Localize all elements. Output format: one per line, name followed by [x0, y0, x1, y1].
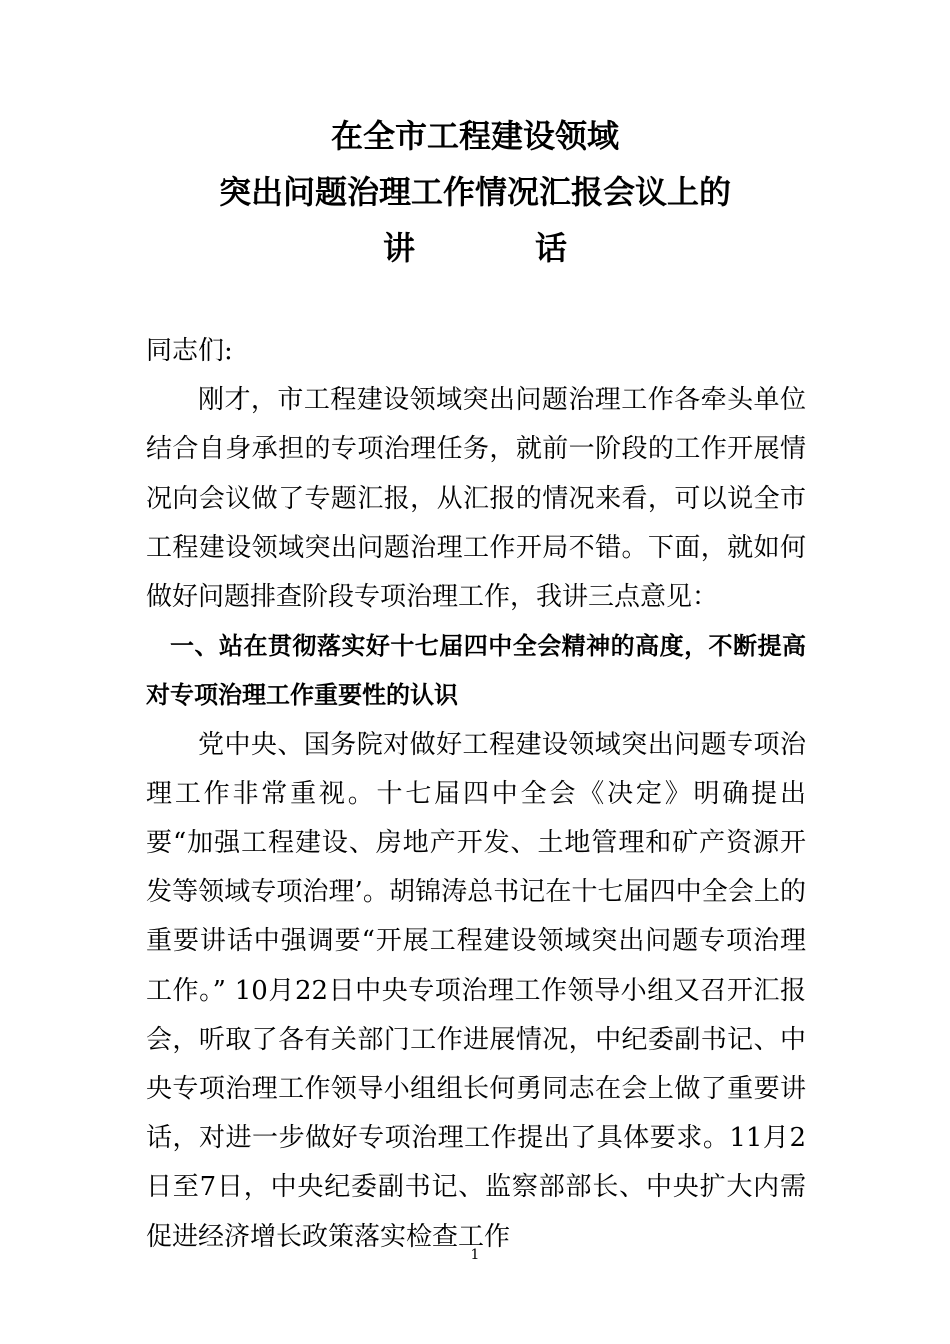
- title-line-2: 突出问题治理工作情况汇报会议上的: [218, 173, 731, 211]
- document-body: [146, 327, 806, 1262]
- section-paragraph-1: 党中央、国务院对做好工程建设领域突出问题专项治理工作非常重视。十七届四中全会《决定》明确提出要“加强工程建设、房地产开发、土地管理和矿产资源开发等领域专项治理’。胡锦涛总书记在十七届四中全会上的重要讲话中强调要“开展工程建设领域突出问题专项治理工作。” 10月22日中央专项治理工作领导小组又召开汇报会，听取了各有关部门工作进展情况，中纪委副书记、中央专项治理工作领导小组组长何勇同志在会上做了重要讲话，对进一步做好专项治理工作提出了具体要求。11月2日至7日，中央纪委副书记、监察部部长、中央扩大内需促进经济增长政策落实检查工作: [146, 729, 806, 1252]
- page-number: 1: [470, 1247, 480, 1263]
- salutation: 同志们:: [146, 336, 233, 366]
- page-title: [0, 108, 950, 276]
- section-heading-1: 一、站在贯彻落实好十七届四中全会精神的高度，不断提高对专项治理工作重要性的认识: [146, 632, 806, 710]
- intro-paragraph: 刚才，市工程建设领域突出问题治理工作各牵头单位结合自身承担的专项治理任务，就前一阶段的工作开展情况向会议做了专题汇报，从汇报的情况来看，可以说全市工程建设领域突出问题治理工作开局不错。下面，就如何做好问题排查阶段专项治理工作，我讲三点意见：: [146, 385, 806, 613]
- title-line-1: 在全市工程建设领域: [330, 117, 619, 155]
- title-line-3: 讲话: [382, 229, 687, 267]
